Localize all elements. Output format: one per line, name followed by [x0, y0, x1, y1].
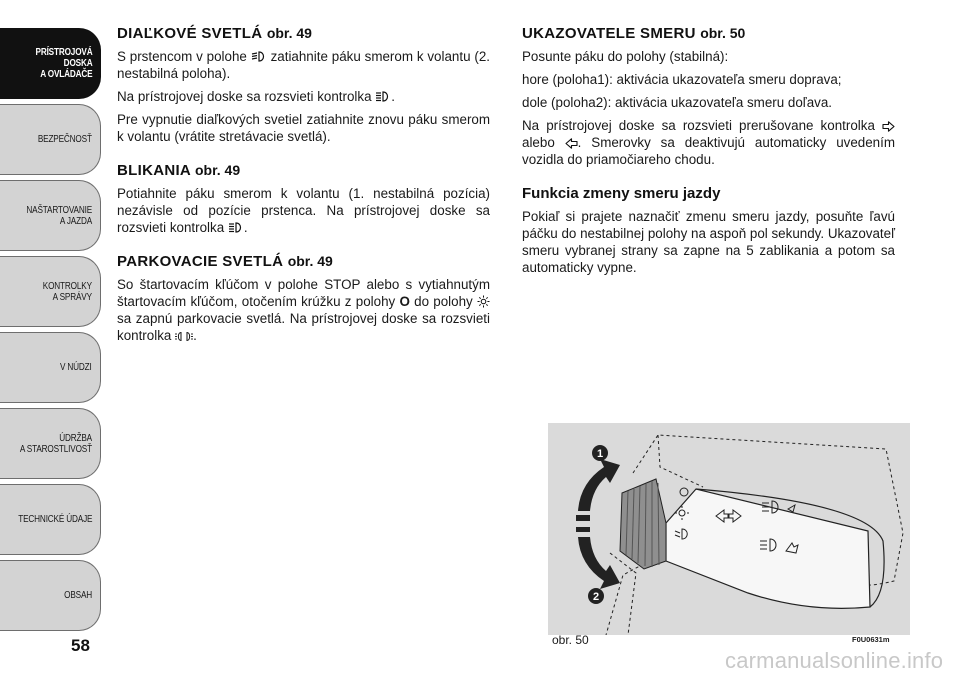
lane-change-heading: Funkcia zmeny smeru jazdy	[522, 185, 721, 202]
lane-change-paragraph: Pokiaľ si prajete naznačiť zmenu smeru jazdy, posuňte ľavú páčku do nestabilnej polohy na aspoň pol sekundy. Ukazovateľ smeru vybranej strany sa zapne na 5 zablikania a potom sa automaticky vypne.	[522, 209, 895, 275]
tab-technicke-udaje[interactable]	[0, 484, 101, 555]
tab-kontrolky[interactable]	[0, 256, 101, 327]
high-beam-paragraph-1: S prstencom v polohe zatiahnite páku smerom k volantu (2. nestabilná poloha).	[117, 49, 491, 81]
right-column	[522, 24, 895, 282]
figure-code: F0U0631m	[852, 635, 890, 644]
indicators-paragraph-2: hore (poloha1): aktivácia ukazovateľa smeru doprava;	[522, 72, 842, 87]
high-beam-icon	[251, 50, 267, 63]
tab-nastartovanie[interactable]	[0, 180, 101, 251]
tab-udrzba[interactable]	[0, 408, 101, 479]
flash-heading: BLIKANIA obr. 49	[117, 162, 241, 179]
high-beam-indicator-icon	[375, 90, 391, 103]
tab-v-nudzi[interactable]	[0, 332, 101, 403]
high-beam-indicator-icon	[228, 221, 244, 234]
neutral-mark-bottom	[576, 527, 590, 532]
arrow-right-icon	[882, 121, 895, 132]
indicators-heading: UKAZOVATELE SMERU obr. 50	[522, 25, 746, 42]
left-column	[117, 24, 490, 350]
tab-label: PRÍSTROJOVÁ DOSKA A OVLÁDAČE	[35, 47, 92, 80]
spacer	[117, 151, 490, 161]
down-arrow	[578, 537, 620, 589]
high-beam-paragraph-3: Pre vypnutie diaľkových svetiel zatiahnite znovu páku smerom k volantu (vrátite stretávacie svetlá).	[117, 112, 490, 144]
spacer	[117, 242, 490, 252]
column-outline-top	[658, 435, 703, 487]
parking-light-indicator-icon	[175, 331, 193, 342]
ring-position-o: O	[399, 294, 410, 309]
parking-paragraph: So štartovacím kľúčom v polohe STOP alebo s vytiahnutým štartovacím kľúčom, otočením krúžku z polohy O do polohy sa zapnú parkovacie svetlá. Na prístrojovej doske sa rozsvieti kontrolka .	[117, 277, 490, 343]
neutral-mark-top	[576, 515, 590, 521]
tab-obsah[interactable]	[0, 560, 101, 631]
spacer	[522, 174, 895, 184]
parking-heading: PARKOVACIE SVETLÁ obr. 49	[117, 253, 333, 270]
chapter-tabs	[0, 28, 101, 636]
tab-label: V NÚDZI	[60, 362, 92, 373]
stalk-illustration	[548, 423, 910, 635]
tab-label: BEZPEČNOSŤ	[38, 134, 92, 145]
ring-mark-o	[680, 488, 688, 496]
tab-label: TECHNICKÉ ÚDAJE	[17, 514, 92, 525]
stalk-figure	[548, 423, 910, 635]
parking-light-sun-icon	[477, 295, 490, 308]
indicators-paragraph-3: dole (poloha2): aktivácia ukazovateľa smeru doľava.	[522, 95, 833, 110]
tab-label: ÚDRŽBA A STAROSTLIVOSŤ	[19, 432, 92, 455]
tab-bezpecnost[interactable]	[0, 104, 101, 175]
flash-paragraph: Potiahnite páku smerom k volantu (1. nestabilná pozícia) nezávisle od pozície prstenca. Na prístrojovej doske sa rozsvieti kontrolka .	[117, 186, 490, 235]
badge-2-label: 2	[592, 591, 600, 603]
high-beam-heading: DIAĽKOVÉ SVETLÁ obr. 49	[117, 25, 312, 42]
indicators-paragraph-4: Na prístrojovej doske sa rozsvieti prerušovane kontrolka alebo . Smerovky sa deaktivujú automaticky uvedením vozidla do priamočiareho chodu.	[522, 118, 896, 167]
high-beam-paragraph-2: Na prístrojovej doske sa rozsvieti kontrolka .	[117, 89, 395, 104]
tab-pristrojova-doska[interactable]	[0, 28, 101, 99]
up-arrow	[578, 459, 620, 511]
figure-caption: obr. 50	[552, 633, 589, 647]
arrow-left-icon	[565, 138, 578, 149]
tab-label: NAŠTARTOVANIE A JAZDA	[26, 204, 92, 227]
badge-1-label: 1	[596, 448, 604, 460]
tab-label: OBSAH	[64, 590, 92, 601]
page-number: 58	[71, 636, 90, 655]
indicators-paragraph-1: Posunte páku do polohy (stabilná):	[522, 49, 729, 64]
column-outline-lower	[610, 553, 636, 635]
footer-watermark: carmanualsonline.info	[725, 648, 944, 673]
tab-label: KONTROLKY A SPRÁVY	[42, 280, 92, 303]
